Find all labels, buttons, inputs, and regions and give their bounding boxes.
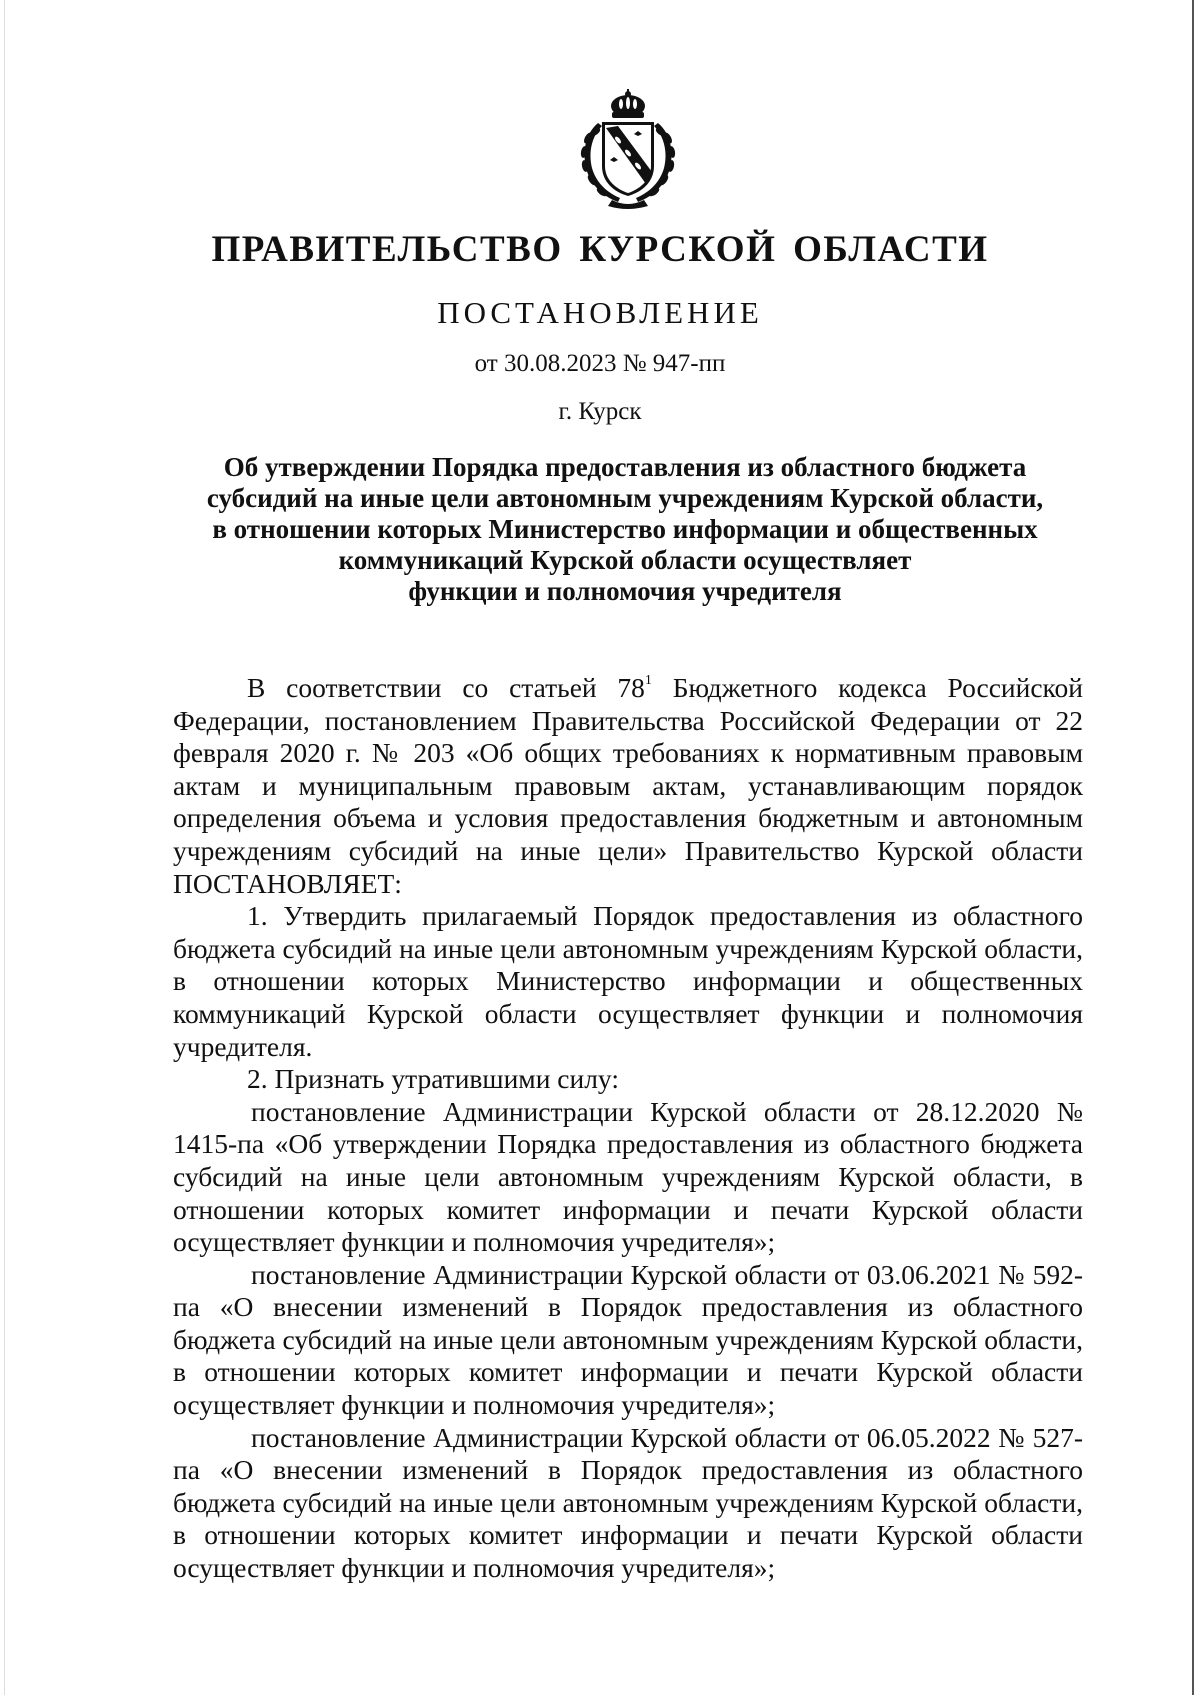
item-1-paragraph: 1. Утвердить прилагаемый Порядок предоставления из областного бюджета субсидий на иные цели автономным учреждениям Курской области, в отношении которых Министерство информации и общественных коммуникаций Курской области осуществляет функции и полномочия учредителя.: [173, 900, 1083, 1062]
title-line: функции и полномочия учредителя: [408, 576, 842, 606]
document-type: ПОСТАНОВЛЕНИЕ: [437, 295, 763, 330]
title-line: в отношении которых Министерство информации и общественных: [212, 514, 1038, 544]
organization-name: ПРАВИТЕЛЬСТВО КУРСКОЙ ОБЛАСТИ: [211, 229, 989, 270]
repealed-act-paragraph: постановление Администрации Курской области от 06.05.2022 № 527-па «О внесении изменений в Порядок предоставления из областного бюджета субсидий на иные цели автономным учреждениям Курской области, в отношении которых комитет информации и печати Курской области осуществляет функции и полномочия учредителя»;: [173, 1421, 1083, 1584]
preamble-text-end: Бюджетного кодекса Российской Федерации, постановлением Правительства Российской Федерации от 22 февраля 2020 г. № 203 «Об общих требованиях к нормативным правовым актам и муниципальным правовым актам, устанавливающим порядок определения объема и условия предоставления бюджетным и автономным учреждениям субсидий на иные цели» Правительство Курской области ПОСТАНОВЛЯЕТ:: [173, 672, 1083, 899]
item-2-paragraph: 2. Признать утратившими силу:: [247, 1063, 619, 1095]
kursk-coat-of-arms-icon: [568, 88, 688, 210]
document-date-number: от 30.08.2023 № 947-пп: [474, 350, 726, 377]
preamble-text-start: В соответствии со статьей 78: [247, 672, 645, 703]
article-superscript: 1: [644, 673, 652, 688]
document-title: [170, 452, 1080, 607]
document-city: г. Курск: [558, 398, 642, 425]
title-line: Об утверждении Порядка предоставления из областного бюджета: [223, 452, 1027, 482]
repealed-act-paragraph: постановление Администрации Курской области от 28.12.2020 № 1415-па «Об утверждении Порядка предоставления из областного бюджета субсидий на иные цели автономным учреждениям Курской области, в отношении которых комитет информации и печати Курской области осуществляет функции и полномочия учредителя»;: [173, 1095, 1083, 1258]
title-line: коммуникаций Курской области осуществляет: [338, 545, 912, 575]
title-line: субсидий на иные цели автономным учреждениям Курской области,: [206, 483, 1044, 513]
document-body: [173, 672, 1083, 1585]
repealed-act-paragraph: постановление Администрации Курской области от 03.06.2021 № 592-па «О внесении изменений в Порядок предоставления из областного бюджета субсидий на иные цели автономным учреждениям Курской области, в отношении которых комитет информации и печати Курской области осуществляет функции и полномочия учредителя»;: [173, 1258, 1083, 1421]
preamble-paragraph: [173, 672, 1083, 900]
